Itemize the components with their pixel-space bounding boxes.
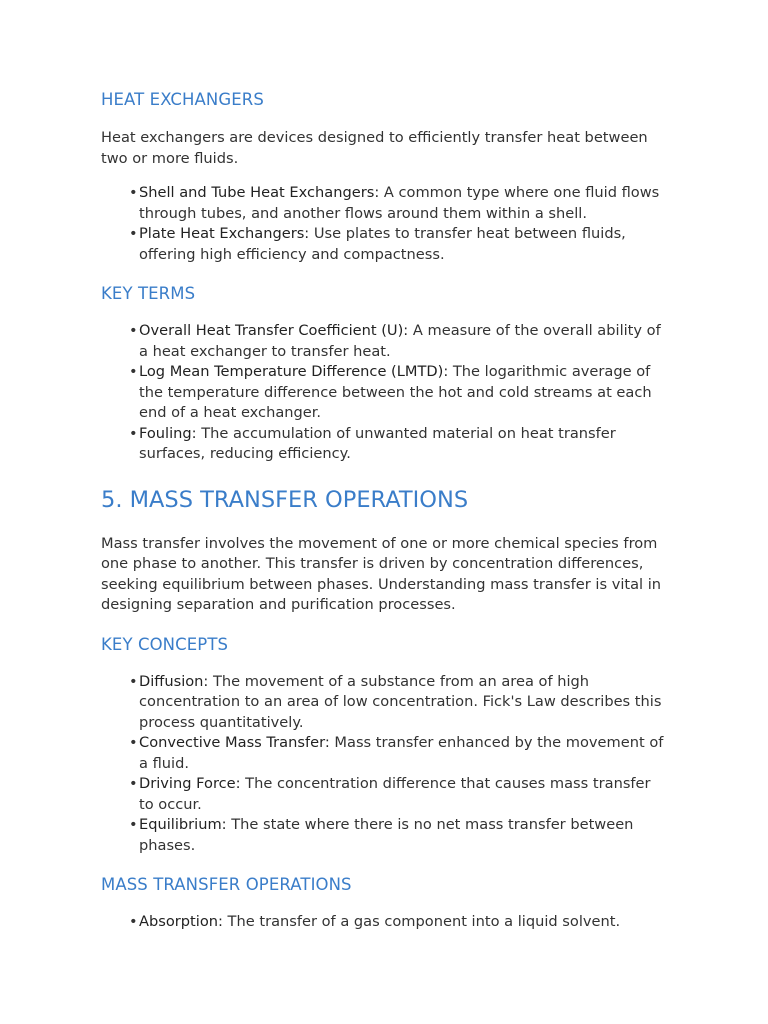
list-item-term: Absorption: [139, 913, 223, 930]
heat-exchangers-list [101, 183, 668, 265]
bullet-icon: • [129, 816, 138, 833]
list-item [129, 424, 668, 465]
bullet-icon: • [129, 424, 138, 442]
list-item-term: Overall Heat Transfer Coefficient (U): [139, 322, 409, 339]
list-item-desc: Use plates to transfer heat between fluids, offering high efficiency and compactness. [139, 225, 626, 263]
list-item-desc: The concentration difference that causes mass transfer to occur. [139, 775, 651, 813]
list-item [129, 815, 668, 856]
bullet-icon: • [129, 322, 138, 339]
mass-transfer-intro: Mass transfer involves the movement of one or more chemical species from one phase to another. This transfer is driven by concentration differences, seeking equilibrium between phases. Understanding mass transfer is vital in designing separation and purification processes. [101, 534, 662, 613]
list-item [129, 672, 668, 734]
list-item [129, 774, 668, 815]
list-item-desc: Mass transfer enhanced by the movement of a fluid. [139, 734, 664, 772]
key-terms-list [101, 321, 668, 465]
bullet-icon: • [129, 734, 138, 751]
section-heading-mass-transfer-operations: MASS TRANSFER OPERATIONS [101, 875, 352, 894]
list-item-desc: The logarithmic average of the temperature difference between the hot and cold streams at each end of a heat exchanger. [139, 363, 652, 421]
list-item [129, 224, 668, 265]
list-item-desc: A measure of the overall ability of a heat exchanger to transfer heat. [139, 322, 661, 360]
section-heading-heat-exchangers: HEAT EXCHANGERS [101, 90, 264, 109]
list-item-desc: The state where there is no net mass transfer between phases. [139, 816, 634, 854]
list-item-term: Fouling: [139, 424, 197, 442]
section-heading-key-concepts: KEY CONCEPTS [101, 634, 229, 654]
bullet-icon: • [129, 775, 138, 792]
list-item [129, 912, 668, 933]
list-item-desc: The accumulation of unwanted material on heat transfer surfaces, reducing efficiency. [139, 424, 616, 462]
list-item-term: Diffusion: [139, 672, 209, 690]
key-concepts-list [101, 672, 668, 857]
list-item-term: Shell and Tube Heat Exchangers: [139, 184, 380, 201]
bullet-icon: • [129, 913, 138, 930]
chapter-heading-mass-transfer: 5. MASS TRANSFER OPERATIONS [101, 486, 469, 513]
list-item-term: Convective Mass Transfer: [139, 734, 330, 751]
list-item [129, 321, 668, 362]
bullet-icon: • [129, 225, 138, 242]
bullet-icon: • [129, 672, 138, 690]
mass-transfer-operations-list [101, 912, 668, 933]
heat-exchangers-intro: Heat exchangers are devices designed to efficiently transfer heat between two or more fluids. [101, 129, 648, 167]
list-item-term: Plate Heat Exchangers: [139, 225, 310, 242]
list-item-desc: The transfer of a gas component into a liquid solvent. [222, 913, 621, 930]
list-item-term: Driving Force: [139, 775, 241, 792]
list-item-desc: The movement of a substance from an area of high concentration to an area of low concentration. Fick's Law describes this process quantitatively. [139, 672, 662, 731]
bullet-icon: • [129, 184, 138, 201]
section-heading-key-terms: KEY TERMS [101, 284, 196, 303]
list-item [129, 733, 668, 774]
list-item-term: Log Mean Temperature Difference (LMTD): [139, 363, 449, 380]
bullet-icon: • [129, 363, 138, 380]
list-item [129, 183, 668, 224]
list-item-desc: A common type where one fluid flows through tubes, and another flows around them within a shell. [139, 184, 660, 222]
list-item [129, 362, 668, 424]
list-item-term: Equilibrium: [139, 816, 227, 833]
